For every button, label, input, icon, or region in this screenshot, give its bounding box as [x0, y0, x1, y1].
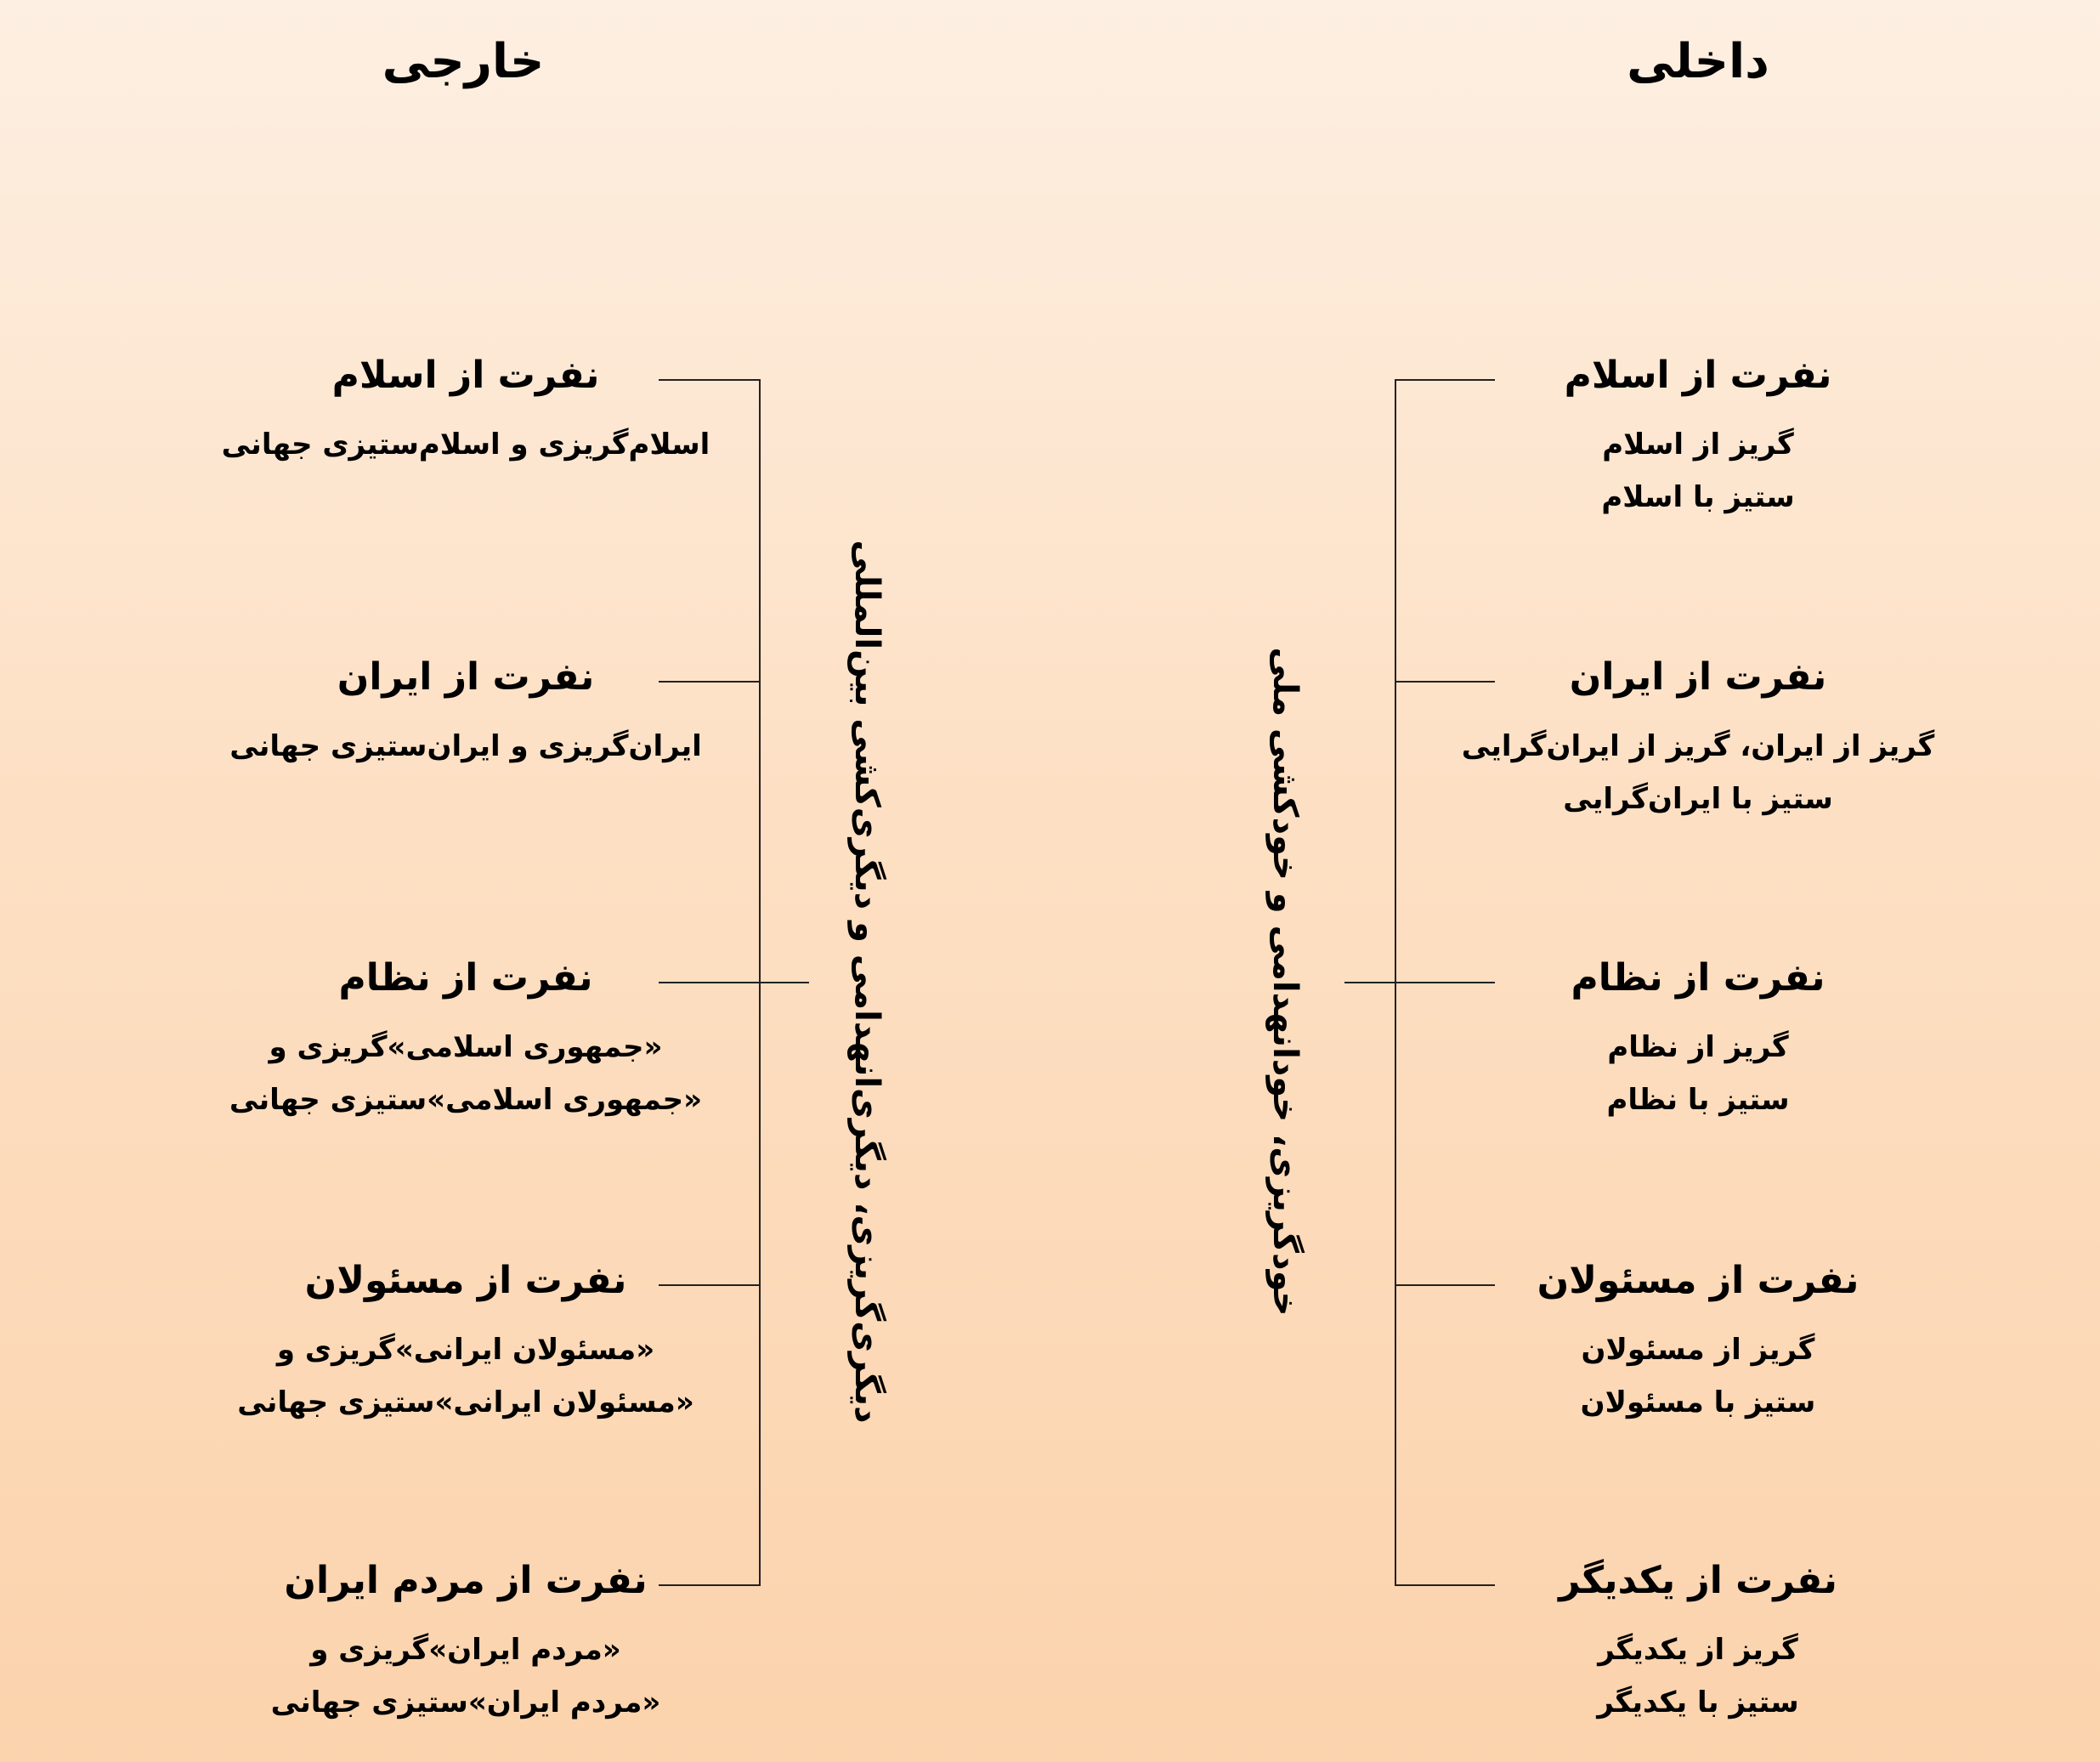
external-heading: خارجی	[382, 34, 545, 89]
item-line: «جمهوری اسلامی»گریزی و	[269, 1030, 663, 1064]
item-line: ستیز با مسئولان	[1580, 1385, 1816, 1419]
external-item	[202, 655, 729, 773]
item-line: ستیز با ایران‌گرایی	[1563, 782, 1833, 816]
internal-item	[1435, 1259, 1961, 1429]
item-line: «مسئولان ایرانی»ستیزی جهانی	[237, 1385, 694, 1419]
item-line: «مردم ایران»گریزی و	[310, 1633, 621, 1667]
item-line: اسلام‌گریزی و اسلام‌ستیزی جهانی	[221, 428, 710, 462]
internal-item	[1435, 655, 1961, 825]
item-line: ایران‌گریزی و ایران‌ستیزی جهانی	[229, 729, 702, 763]
internal-item	[1435, 956, 1961, 1126]
item-line: گریز از یکدیگر	[1598, 1633, 1798, 1667]
item-line: ستیز با نظام	[1606, 1083, 1790, 1117]
item-title: نفرت از اسلام	[331, 354, 600, 397]
item-line: گریز از مسئولان	[1581, 1333, 1815, 1367]
item-line: «جمهوری اسلامی»ستیزی جهانی	[229, 1083, 703, 1117]
external-item	[202, 1559, 729, 1729]
item-title: نفرت از یکدیگر	[1559, 1559, 1837, 1602]
item-line: گریز از ایران، گریز از ایران‌گرایی	[1461, 729, 1935, 763]
external-item	[202, 1259, 729, 1429]
item-title: نفرت از اسلام	[1564, 354, 1832, 397]
item-line: گریز از نظام	[1607, 1030, 1789, 1064]
item-title: نفرت از ایران	[1569, 655, 1827, 699]
item-line: ستیز با اسلام	[1601, 480, 1795, 514]
item-title: نفرت از نظام	[1571, 956, 1825, 1000]
item-line: «مردم ایران»ستیزی جهانی	[270, 1686, 661, 1720]
internal-item	[1435, 1559, 1961, 1729]
item-line: ستیز با یکدیگر	[1597, 1686, 1799, 1720]
external-item	[202, 956, 729, 1126]
item-title: نفرت از مسئولان	[304, 1259, 627, 1302]
item-title: نفرت از نظام	[338, 956, 593, 1000]
external-group-label: دیگری‌گریزی، دیگری‌انهدامی و دیگری‌کشی بین‌المللی	[847, 540, 886, 1424]
internal-item	[1435, 354, 1961, 524]
item-title: نفرت از ایران	[337, 655, 595, 699]
item-line: «مسئولان ایرانی»گریزی و	[276, 1333, 655, 1367]
item-title: نفرت از مردم ایران	[284, 1559, 648, 1602]
item-line: گریز از اسلام	[1602, 428, 1794, 462]
internal-heading: داخلی	[1627, 34, 1769, 89]
item-title: نفرت از مسئولان	[1537, 1259, 1859, 1302]
external-item	[202, 354, 729, 471]
internal-group-label: خودگریزی، خودانهدامی و خودکشی ملی	[1265, 647, 1305, 1317]
